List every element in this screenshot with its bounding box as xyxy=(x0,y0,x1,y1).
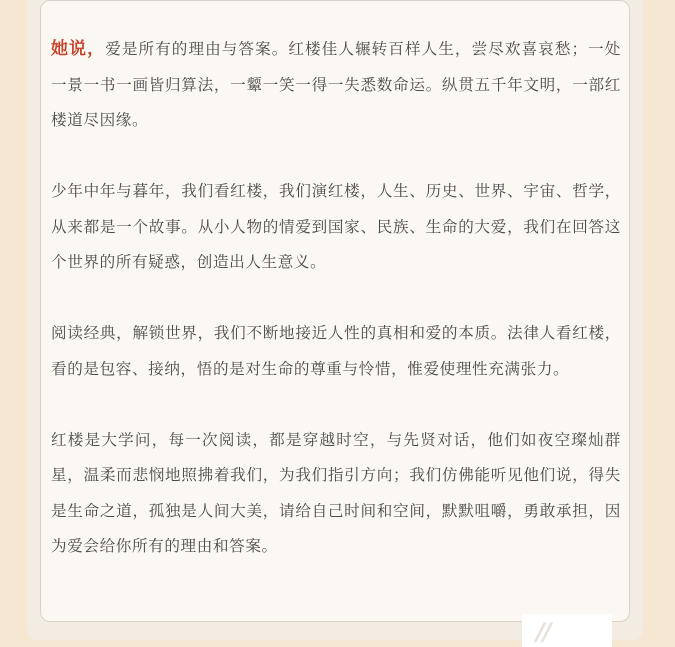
quote-marks-icon: // xyxy=(536,618,550,646)
article-body xyxy=(51,32,621,600)
paragraph-2: 少年中年与暮年，我们看红楼，我们演红楼，人生、历史、世界、宇宙、哲学，从来都是一个故事。从小人物的情爱到国家、民族、生命的大爱，我们在回答这个世界的所有疑惑，创造出人生意义。 xyxy=(51,182,621,271)
lead-phrase: 她说， xyxy=(51,39,106,59)
paragraph-1 xyxy=(51,32,621,139)
paragraph-1-text: 爱是所有的理由与答案。红楼佳人辗转百样人生，尝尽欢喜哀愁；一处一景一书一画皆归算法，一颦一笑一得一失悉数命运。纵贯五千年文明，一部红楼道尽因缘。 xyxy=(51,40,621,129)
paragraph-3: 阅读经典，解锁世界，我们不断地接近人性的真相和爱的本质。法律人看红楼，看的是包容、接纳，悟的是对生命的尊重与怜惜，惟爱使理性充满张力。 xyxy=(51,324,621,378)
paragraph-4: 红楼是大学问，每一次阅读，都是穿越时空，与先贤对话，他们如夜空璨灿群星，温柔而悲悯地照拂着我们，为我们指引方向；我们仿佛能听见他们说，得失是生命之道，孤独是人间大美，请给自己时间和空间，默默咀嚼，勇敢承担，因为爱会给你所有的理由和答案。 xyxy=(51,430,621,555)
